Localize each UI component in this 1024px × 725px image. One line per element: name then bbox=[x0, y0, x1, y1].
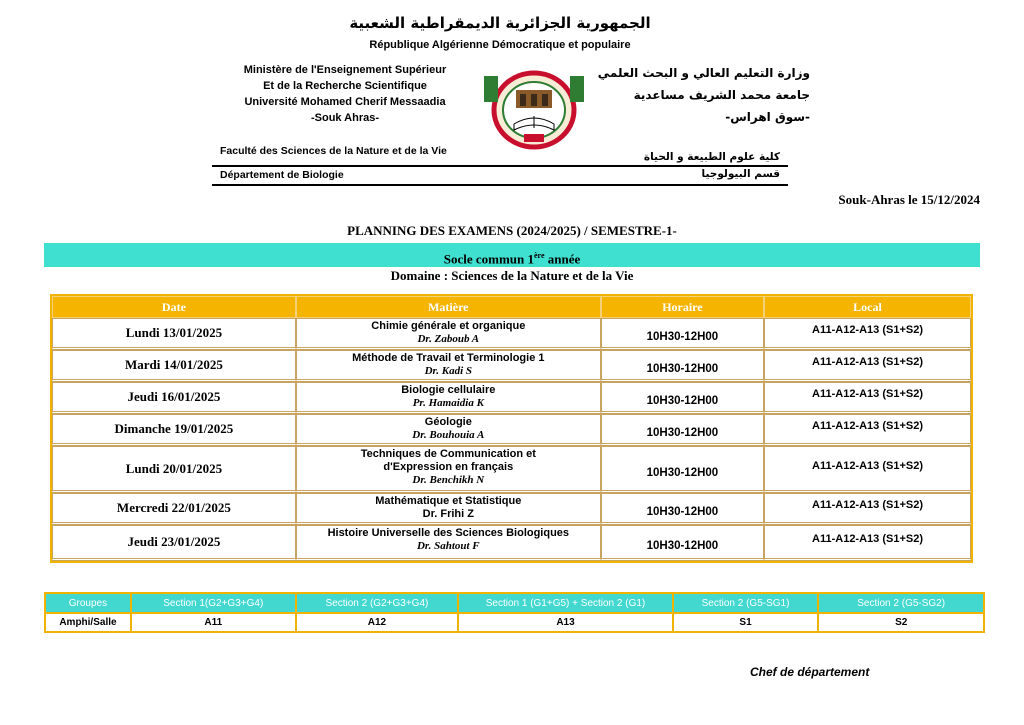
exam-teacher: Pr. Hamaidia K bbox=[412, 397, 484, 409]
col-header-date: Date bbox=[52, 296, 296, 318]
groups-header: Section 2 (G5-SG2) bbox=[818, 593, 984, 613]
exam-time: 10H30-12H00 bbox=[601, 525, 764, 561]
table-row bbox=[52, 382, 971, 414]
university-logo bbox=[480, 66, 588, 150]
exam-date: Dimanche 19/01/2025 bbox=[52, 414, 296, 446]
city-line-ar: -سوق اهراس- bbox=[725, 110, 810, 124]
groups-value-row bbox=[45, 613, 984, 632]
groups-cell: A12 bbox=[296, 613, 459, 632]
exam-date: Jeudi 16/01/2025 bbox=[52, 382, 296, 414]
exam-subject-cell bbox=[296, 318, 601, 350]
table-row bbox=[52, 493, 971, 525]
groups-cell: A13 bbox=[458, 613, 672, 632]
exam-subject-cell bbox=[296, 414, 601, 446]
groups-header: Section 2 (G5-SG1) bbox=[673, 593, 819, 613]
exam-subject-cell bbox=[296, 350, 601, 382]
republic-title-ar: الجمهورية الجزائرية الديمقراطية الشعبية bbox=[349, 14, 651, 32]
table-row bbox=[52, 318, 971, 350]
republic-title-fr: République Algérienne Démocratique et populaire bbox=[369, 39, 631, 51]
col-header-time: Horaire bbox=[601, 296, 764, 318]
exam-subject: Chimie générale et organique bbox=[371, 320, 526, 332]
groups-cell: Amphi/Salle bbox=[45, 613, 131, 632]
exam-room: A11-A12-A13 (S1+S2) bbox=[764, 446, 971, 493]
faculty-ar: كلية علوم الطبيعة و الحياة bbox=[643, 151, 780, 163]
table-header-row bbox=[52, 296, 971, 318]
exam-subject-cell bbox=[296, 525, 601, 561]
socle-superscript: ère bbox=[534, 251, 545, 260]
ministry-line-ar: وزارة التعليم العالي و البحث العلمي bbox=[597, 66, 810, 80]
exam-subject-cell bbox=[296, 446, 601, 493]
exam-subject-cell bbox=[296, 382, 601, 414]
exam-teacher: Dr. Zaboub A bbox=[417, 333, 480, 345]
exam-time: 10H30-12H00 bbox=[601, 350, 764, 382]
domain-line: Domaine : Sciences de la Nature et de la Vie bbox=[390, 268, 634, 283]
exam-room: A11-A12-A13 (S1+S2) bbox=[764, 382, 971, 414]
ministry-line: Et de la Recherche Scientifique bbox=[263, 80, 427, 92]
exam-room: A11-A12-A13 (S1+S2) bbox=[764, 414, 971, 446]
exam-subject: Techniques de Communication et d'Expression en français bbox=[360, 448, 536, 473]
exam-date: Jeudi 23/01/2025 bbox=[52, 525, 296, 561]
exam-schedule-table bbox=[50, 294, 973, 563]
department-fr: Département de Biologie bbox=[220, 169, 344, 181]
exam-date: Mercredi 22/01/2025 bbox=[52, 493, 296, 525]
table-row bbox=[52, 350, 971, 382]
ministry-line: Ministère de l'Enseignement Supérieur bbox=[243, 64, 447, 76]
university-line-ar: جامعة محمد الشريف مساعدية bbox=[633, 88, 810, 102]
table-row bbox=[52, 414, 971, 446]
exam-room: A11-A12-A13 (S1+S2) bbox=[764, 493, 971, 525]
exam-room: A11-A12-A13 (S1+S2) bbox=[764, 318, 971, 350]
divider bbox=[212, 184, 788, 186]
city-line: -Souk Ahras- bbox=[310, 112, 380, 124]
col-header-subject: Matière bbox=[296, 296, 601, 318]
groups-header: Section 1(G2+G3+G4) bbox=[131, 593, 296, 613]
planning-title: PLANNING DES EXAMENS (2024/2025) / SEMESTRE-1- bbox=[347, 223, 677, 238]
groups-header: Section 2 (G2+G3+G4) bbox=[296, 593, 459, 613]
exam-teacher: Dr. Frihi Z bbox=[422, 508, 474, 520]
groups-cell: A11 bbox=[131, 613, 296, 632]
exam-time: 10H30-12H00 bbox=[601, 493, 764, 525]
divider bbox=[212, 165, 788, 167]
exam-teacher: Dr. Sahtout F bbox=[416, 540, 480, 552]
table-row bbox=[52, 525, 971, 561]
exam-subject: Histoire Universelle des Sciences Biologiques bbox=[327, 527, 570, 539]
exam-room: A11-A12-A13 (S1+S2) bbox=[764, 525, 971, 561]
exam-time: 10H30-12H00 bbox=[601, 382, 764, 414]
exam-subject-cell bbox=[296, 493, 601, 525]
exam-date: Mardi 14/01/2025 bbox=[52, 350, 296, 382]
table-row bbox=[52, 446, 971, 493]
groups-header-row bbox=[45, 593, 984, 613]
exam-subject: Géologie bbox=[424, 416, 472, 428]
exam-teacher: Dr. Kadi S bbox=[424, 365, 472, 377]
department-ar: قسم البيولوجيا bbox=[701, 168, 780, 180]
exam-teacher: Dr. Bouhouia A bbox=[412, 429, 485, 441]
groups-table bbox=[44, 592, 985, 633]
exam-subject: Biologie cellulaire bbox=[401, 384, 496, 396]
socle-commun-band bbox=[44, 243, 980, 267]
place-date: Souk-Ahras le 15/12/2024 bbox=[838, 192, 980, 207]
exam-time: 10H30-12H00 bbox=[601, 446, 764, 493]
socle-text: Socle commun 1 bbox=[443, 251, 534, 267]
col-header-room: Local bbox=[764, 296, 971, 318]
exam-room: A11-A12-A13 (S1+S2) bbox=[764, 350, 971, 382]
groups-cell: S1 bbox=[673, 613, 819, 632]
exam-subject: Mathématique et Statistique bbox=[375, 495, 522, 507]
socle-suffix: année bbox=[544, 251, 581, 267]
ministry-block-ar bbox=[590, 62, 810, 128]
groups-cell: S2 bbox=[818, 613, 984, 632]
ministry-block-fr bbox=[215, 62, 475, 126]
exam-date: Lundi 20/01/2025 bbox=[52, 446, 296, 493]
faculty-fr: Faculté des Sciences de la Nature et de la Vie bbox=[220, 145, 447, 157]
exam-subject: Méthode de Travail et Terminologie 1 bbox=[352, 352, 545, 364]
exam-date: Lundi 13/01/2025 bbox=[52, 318, 296, 350]
exam-time: 10H30-12H00 bbox=[601, 414, 764, 446]
groups-header: Groupes bbox=[45, 593, 131, 613]
signature-label: Chef de département bbox=[750, 665, 870, 679]
exam-time: 10H30-12H00 bbox=[601, 318, 764, 350]
university-line: Université Mohamed Cherif Messaadia bbox=[244, 96, 446, 108]
groups-header: Section 1 (G1+G5) + Section 2 (G1) bbox=[458, 593, 672, 613]
exam-teacher: Dr. Benchikh N bbox=[412, 474, 485, 486]
